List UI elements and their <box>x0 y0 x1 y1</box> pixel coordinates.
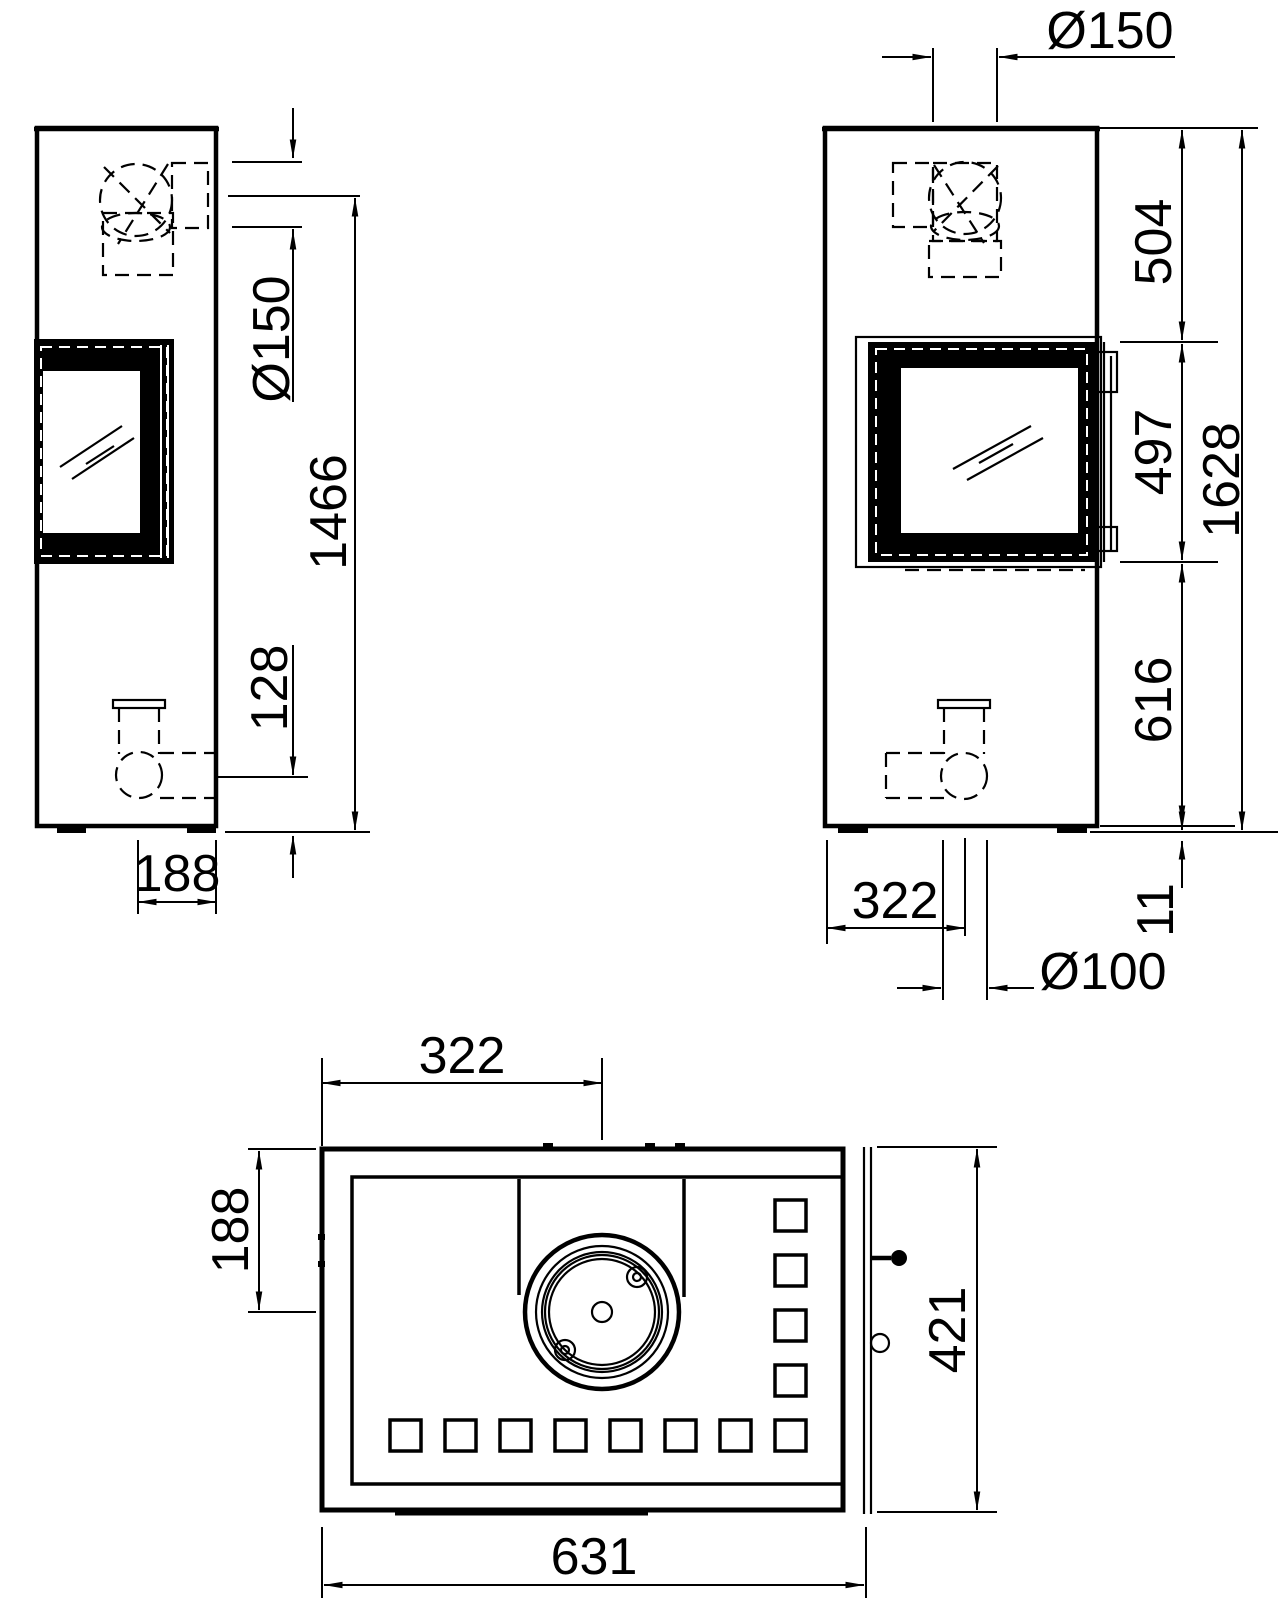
dim-label-top-depth: 421 <box>919 1286 977 1374</box>
dim-label-front-foot-height: 11 <box>1127 883 1185 937</box>
front-door-glass <box>901 368 1078 533</box>
dim-label-top-flue-offset-x: 322 <box>418 1027 506 1085</box>
front-door <box>856 337 1117 570</box>
side-door-glass <box>43 371 140 533</box>
dim-label-side-outlet-offset: 188 <box>133 845 221 903</box>
side-foot-front <box>57 826 86 833</box>
dim-label-front-outlet-diameter: Ø100 <box>1039 943 1167 1001</box>
side-foot-rear <box>187 826 216 833</box>
dim-label-front-door-height: 497 <box>1125 408 1183 496</box>
top-edge-tab-1 <box>543 1143 553 1150</box>
dim-label-top-flue-offset-y: 188 <box>202 1186 260 1274</box>
dim-label-side-flue-diameter: Ø150 <box>243 275 301 403</box>
dim-label-side-outlet-center-height: 128 <box>241 644 299 732</box>
dim-label-top-width: 631 <box>550 1528 638 1586</box>
dim-label-front-flue-diameter: Ø150 <box>1046 2 1174 60</box>
top-edge-tab-3 <box>675 1143 685 1150</box>
front-foot-right <box>1057 826 1087 833</box>
dim-label-front-bottom-section: 616 <box>1125 656 1183 744</box>
handle-knob <box>891 1250 907 1266</box>
left-edge-tab-2 <box>318 1261 325 1267</box>
top-edge-tab-2 <box>645 1143 655 1150</box>
front-foot-left <box>838 826 868 833</box>
left-edge-tab-1 <box>318 1234 325 1240</box>
dim-label-front-top-section: 504 <box>1125 198 1183 286</box>
dim-label-front-total-height: 1628 <box>1193 422 1251 538</box>
dim-label-side-flue-center-height: 1466 <box>300 454 358 570</box>
side-door <box>34 339 174 564</box>
dim-label-front-outlet-offset: 322 <box>851 872 939 930</box>
